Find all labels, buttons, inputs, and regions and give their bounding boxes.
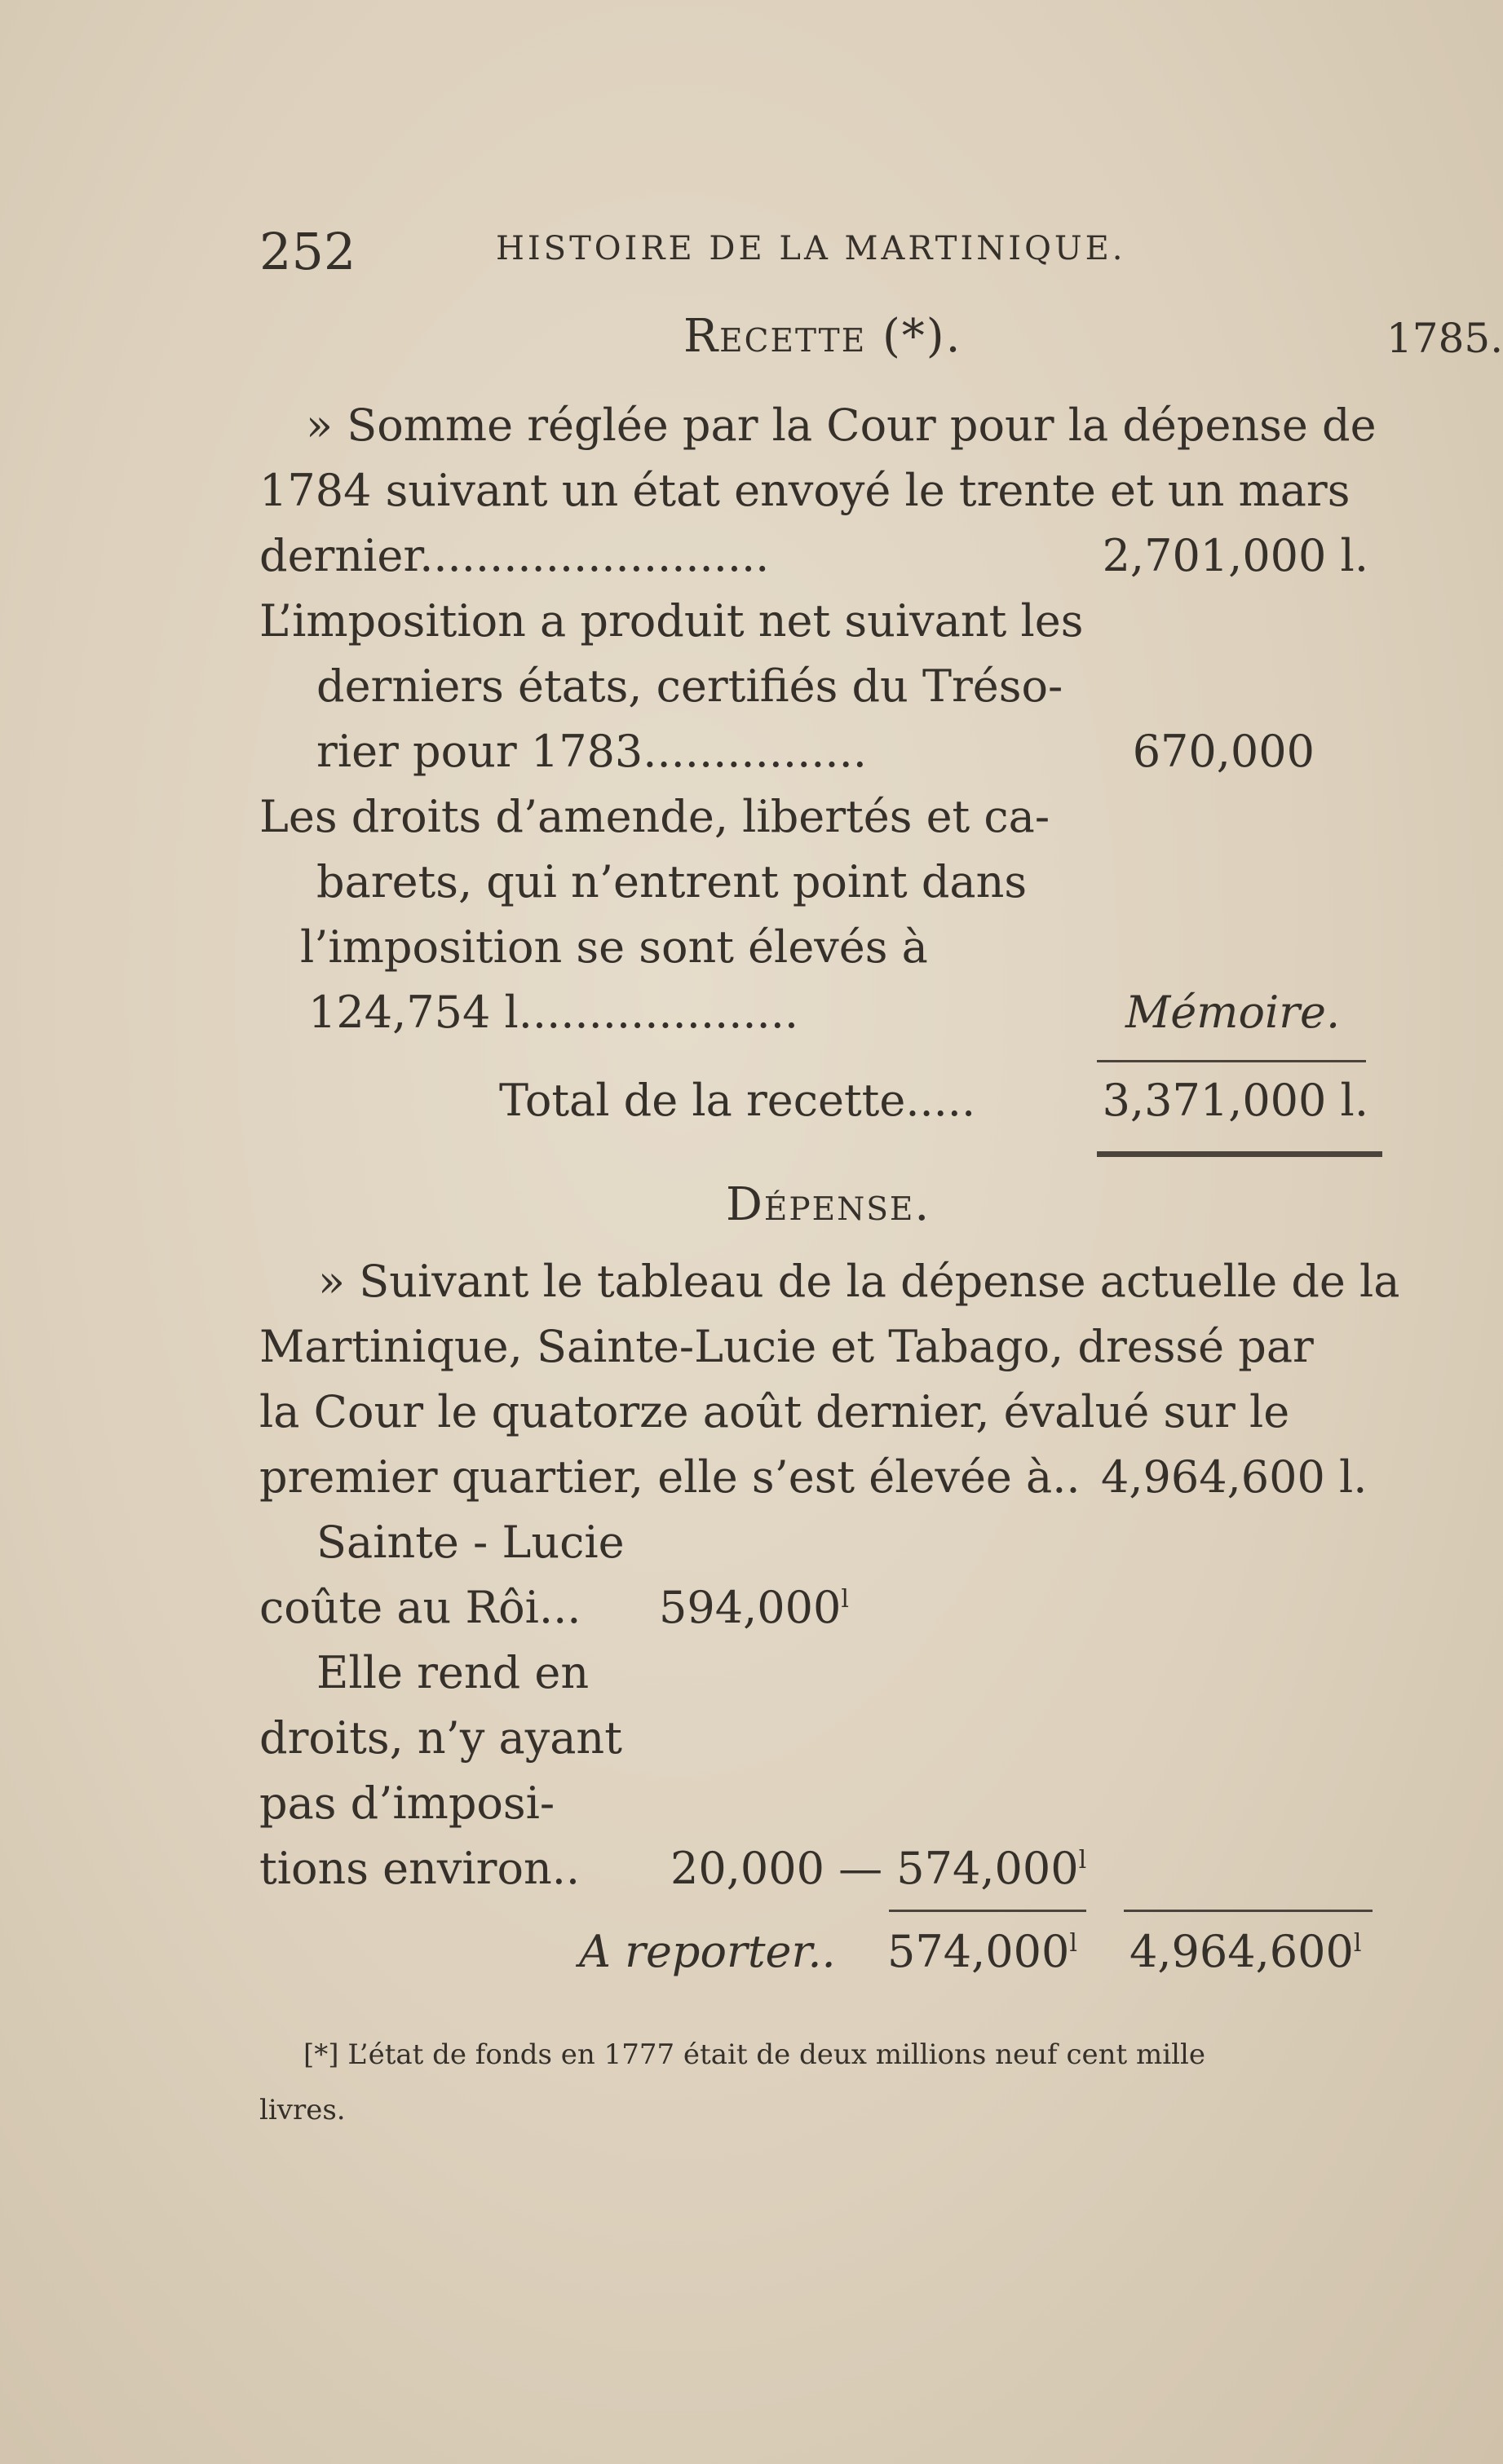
droits-line-4: 124,754 l.................... <box>308 987 799 1038</box>
report-amount-1 <box>887 1926 1077 1977</box>
imposition-line-3: rier pour 1783................ <box>316 726 867 777</box>
margin-year: 1785. <box>1386 315 1503 362</box>
lucie-line-2: coûte au Rôi... <box>259 1582 581 1633</box>
droits-amount: Mémoire. <box>1125 987 1341 1038</box>
rend-line-4: tions environ.. <box>259 1843 581 1894</box>
depense-intro-line-2: Martinique, Sainte-Lucie et Tabago, dressé par <box>259 1321 1314 1372</box>
page-number: 252 <box>259 222 356 281</box>
lucie-amount-unit: l <box>841 1585 849 1614</box>
lucie-amount-value: 594,000 <box>659 1582 842 1633</box>
footnote-line-1: [*] L’état de fonds en 1777 était de deux millions neuf cent mille <box>303 2038 1205 2071</box>
depense-heading: Dépense. <box>726 1178 931 1231</box>
rend-amount-value: 20,000 — 574,000 <box>670 1843 1079 1894</box>
depense-intro-amount: 4,964,600 l. <box>1101 1451 1368 1503</box>
rend-amount <box>670 1843 1086 1894</box>
depense-intro-line-1: » Suivant le tableau de la dépense actuelle de la <box>318 1256 1400 1307</box>
report-amount-2 <box>1129 1926 1361 1977</box>
imposition-line-2: derniers états, certifiés du Tréso- <box>316 660 1063 712</box>
report-amount-2-value: 4,964,600 <box>1129 1926 1354 1977</box>
footnote-line-2: livres. <box>259 2094 346 2126</box>
report-rule-1 <box>889 1910 1086 1912</box>
rend-line-3: pas d’imposi- <box>259 1777 555 1829</box>
report-amount-1-value: 574,000 <box>887 1926 1070 1977</box>
total-rule <box>1097 1060 1366 1062</box>
recette-intro-line-3: dernier......................... <box>259 530 770 581</box>
total-amount: 3,371,000 l. <box>1102 1075 1368 1126</box>
recette-intro-line-1: » Somme réglée par la Cour pour la dépense de <box>306 400 1377 451</box>
recette-heading: Recette (*). <box>683 310 962 363</box>
report-label: A reporter.. <box>579 1926 836 1977</box>
lucie-line-1: Sainte - Lucie <box>316 1517 625 1568</box>
imposition-amount: 670,000 <box>1132 726 1315 777</box>
rend-line-1: Elle rend en <box>316 1647 590 1698</box>
recette-intro-amount: 2,701,000 l. <box>1102 530 1368 581</box>
rend-line-2: droits, n’y ayant <box>259 1712 622 1764</box>
recette-intro-line-2: 1784 suivant un état envoyé le trente et un mars <box>259 465 1350 516</box>
total-double-rule <box>1097 1151 1382 1157</box>
rend-amount-unit: l <box>1078 1846 1087 1874</box>
depense-intro-line-3: la Cour le quatorze août dernier, évalué sur le <box>259 1386 1290 1437</box>
droits-line-2: barets, qui n’entrent point dans <box>316 856 1028 907</box>
report-amount-1-unit: l <box>1069 1929 1077 1958</box>
total-label: Total de la recette..... <box>499 1075 976 1126</box>
droits-line-1: Les droits d’amende, libertés et ca- <box>259 791 1050 842</box>
report-amount-2-unit: l <box>1353 1929 1362 1958</box>
droits-line-3: l’imposition se sont élevés à <box>300 921 928 973</box>
imposition-line-1: L’imposition a produit net suivant les <box>259 595 1084 647</box>
lucie-amount <box>659 1582 849 1633</box>
running-title: HISTOIRE DE LA MARTINIQUE. <box>496 230 1126 267</box>
report-rule-2 <box>1124 1910 1373 1912</box>
depense-intro-line-4: premier quartier, elle s’est élevée à.. <box>259 1451 1081 1503</box>
